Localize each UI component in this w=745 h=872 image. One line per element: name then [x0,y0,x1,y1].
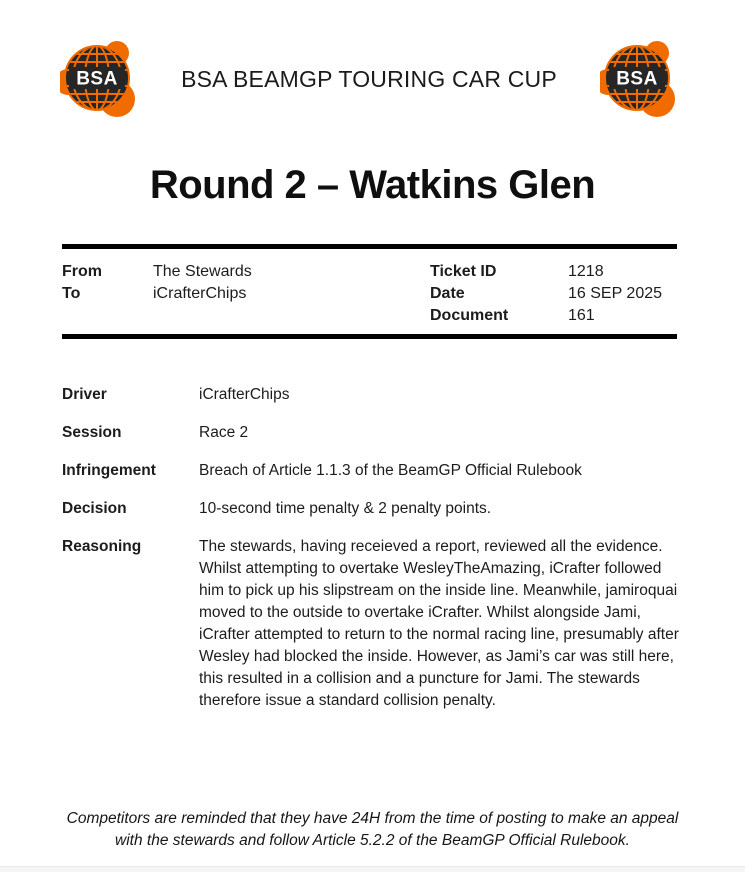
logo-text: BSA [76,68,118,90]
meta-row-from [62,261,430,283]
meta-row-document [430,305,677,327]
masthead [0,0,745,118]
field-label: Decision [62,500,127,517]
bsa-globe-logo-right-icon [600,40,678,118]
meta-value: 16 SEP 2025 [568,285,663,302]
meta-row-to [62,283,430,305]
field-row-session [62,422,685,444]
meta-value: The Stewards [153,263,252,280]
meta-value: 161 [568,307,595,324]
meta-label: Ticket ID [430,263,497,280]
field-row-infringement [62,460,685,482]
meta-value: iCrafterChips [153,285,247,302]
field-value: Race 2 [199,424,249,441]
ticket-meta-block [62,244,677,339]
field-value: Breach of Article 1.1.3 of the BeamGP Official Rulebook [199,462,582,479]
bsa-globe-logo-left-icon [60,40,138,118]
round-title: Round 2 – Watkins Glen [149,163,596,207]
meta-label: Date [430,285,465,302]
page-bottom-edge [0,866,745,872]
meta-label: Document [430,307,509,324]
field-value: 10-second time penalty & 2 penalty points. [199,500,492,517]
meta-row-ticket-id [430,261,677,283]
decision-details [62,384,685,712]
field-value: iCrafterChips [199,386,290,403]
field-label: Reasoning [62,538,142,555]
field-label: Session [62,424,122,441]
ticket-meta-ids [430,261,677,327]
logo-text: BSA [616,68,658,90]
field-label: Driver [62,386,107,403]
ticket-meta-parties [62,261,430,327]
meta-value: 1218 [568,263,604,280]
field-row-reasoning [62,536,685,712]
field-value: The stewards, having receieved a report, reviewed all the evidence. Whilst attempting to overtake WesleyTheAmazing, iCrafter followed him to pick up his slipstream on the inside line. Meanwhile, jamiroquai moved to the outside to overtake iCrafter. Whilst alongside Jami, iCrafter attempted to return to the normal racing line, presumably after Wesley had blocked the inside. However, as Jami’s car was still here, this resulted in a collision and a puncture for Jami. The stewards therefore issue a standard collision penalty. [199,538,679,709]
series-title: BSA BEAMGP TOURING CAR CUP [181,65,557,92]
meta-label: From [62,263,102,280]
meta-row-date [430,283,677,305]
field-row-driver [62,384,685,406]
appeal-note: Competitors are reminded that they have 24H from the time of posting to make an appeal with the stewards and follow Article 5.2.2 of the BeamGP Official Rulebook. [66,810,679,849]
field-row-decision [62,498,685,520]
field-label: Infringement [62,462,156,479]
meta-label: To [62,285,81,302]
